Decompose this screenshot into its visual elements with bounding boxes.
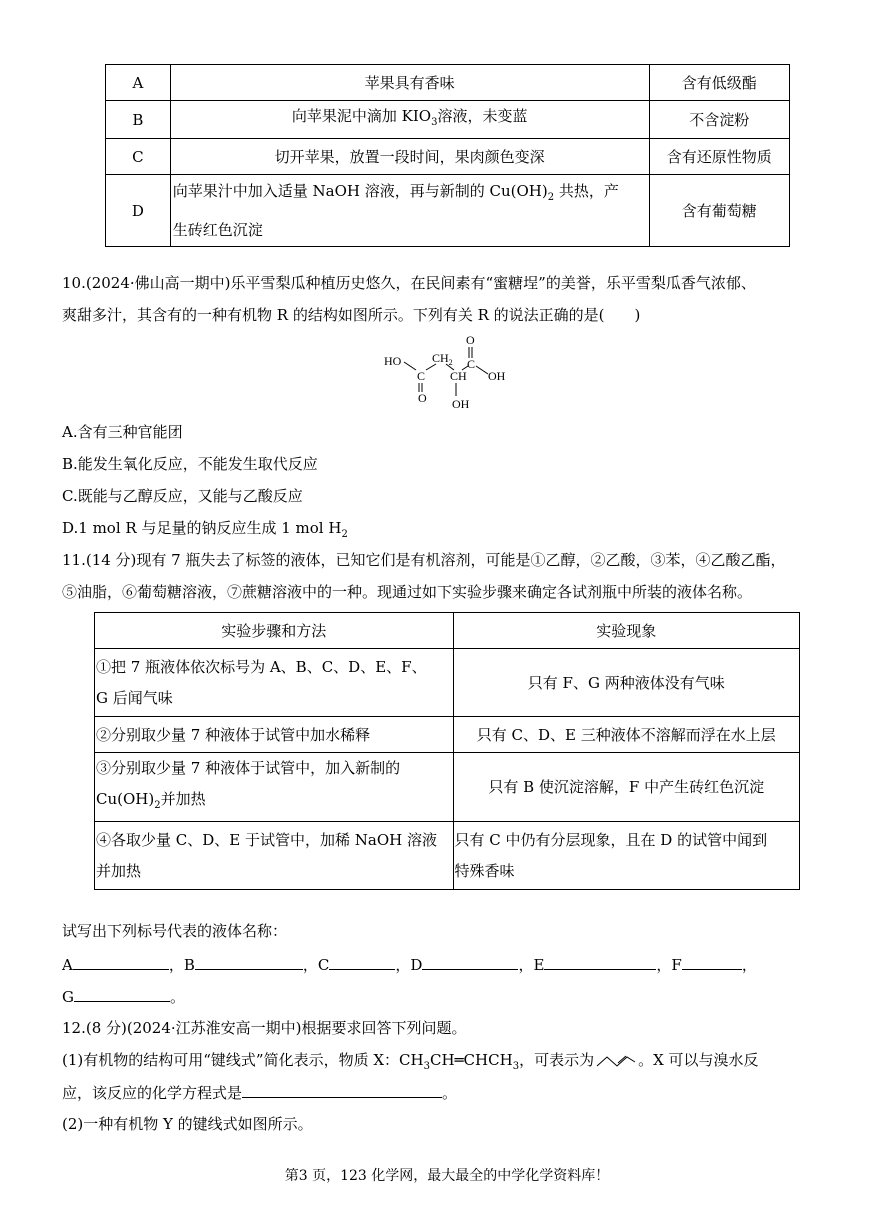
row-text-line1-post: 共热，产	[554, 182, 619, 200]
q12-text: CH═CHCH	[429, 1051, 513, 1069]
blank-label-f: F	[671, 956, 682, 974]
table-row	[106, 101, 790, 139]
step-line2: Cu(OH)	[96, 790, 155, 808]
blank-label-g: G	[62, 988, 74, 1006]
structure-diagram-r	[380, 332, 520, 412]
q10-option-a: A.含有三种官能团	[62, 423, 183, 441]
table-row	[95, 649, 800, 717]
q11-blanks-line2	[62, 985, 185, 1007]
answer-blank-a[interactable]	[73, 953, 169, 970]
blank-label-d: D	[410, 956, 423, 974]
structure-o-below: O	[418, 391, 427, 405]
step-result	[453, 822, 799, 890]
row-label: D	[106, 175, 171, 247]
separator: ，	[302, 956, 318, 974]
separator: ，	[395, 956, 411, 974]
row-text: 苹果具有香味	[170, 65, 649, 101]
row-result: 含有还原性物质	[649, 139, 789, 175]
row-label: C	[106, 139, 171, 175]
row-text-pre: 向苹果泥中滴加 KIO	[291, 107, 432, 125]
separator: ，	[656, 956, 672, 974]
result-line2: 特殊香味	[454, 861, 515, 880]
bond-line-formula-icon	[596, 1054, 636, 1068]
q11-prompt: 试写出下列标号代表的液体名称：	[62, 922, 288, 940]
q12-part1-line1	[62, 1049, 759, 1072]
blank-label-c: C	[317, 956, 330, 974]
step-line1: ①把 7 瓶液体依次标号为 A、B、C、D、E、F、	[96, 657, 427, 676]
structure-ch: CH	[450, 369, 467, 383]
step-text	[95, 649, 454, 717]
step-text: ②分别取少量 7 种液体于试管中加水稀释	[95, 717, 454, 753]
option-d-sub: 2	[341, 529, 348, 540]
separator: ，	[741, 956, 757, 974]
row-text	[170, 101, 649, 139]
q10-line1: 10.(2024·佛山高一期中)乐平雪梨瓜种植历史悠久，在民间素有“蜜糖埕”的美誉，乐平雪梨瓜香气浓郁、	[62, 274, 756, 292]
table-row	[95, 822, 800, 890]
header-results: 实验现象	[453, 613, 799, 649]
q11-line2: ⑤油脂，⑥葡萄糖溶液，⑦蔗糖溶液中的一种。现通过如下实验步骤来确定各试剂瓶中所装的液体名称。	[62, 583, 753, 601]
q10-line2: 爽甜多汁，其含有的一种有机物 R 的结构如图所示。下列有关 R 的说法正确的是( )	[62, 306, 641, 324]
row-text-line2: 生砖红色沉淀	[172, 221, 263, 239]
blank-label-e: E	[533, 956, 545, 974]
q10-option-d	[62, 517, 348, 540]
table-row	[106, 139, 790, 175]
q12-part2: (2)一种有机物 Y 的键线式如图所示。	[62, 1115, 313, 1133]
answer-blank-g[interactable]	[74, 985, 170, 1002]
answer-blank-equation[interactable]	[242, 1081, 442, 1098]
answer-blank-c[interactable]	[329, 953, 395, 970]
step-line1: ③分别取少量 7 种液体于试管中，加入新制的	[96, 759, 401, 777]
structure-ch2: $CH_2$	[432, 351, 453, 367]
row-label: B	[106, 101, 171, 139]
step-line1: ④各取少量 C、D、E 于试管中，加稀 NaOH 溶液	[96, 830, 437, 849]
option-d-text: D.1 mol R 与足量的钠反应生成 1 mol H	[62, 519, 342, 537]
answer-blank-f[interactable]	[682, 953, 742, 970]
table-experiment	[94, 612, 800, 890]
row-text-sub: 3	[431, 117, 438, 128]
page-footer: 第3 页，123 化学网，最大最全的中学化学资料库！	[284, 1168, 610, 1184]
row-text: 切开苹果，放置一段时间，果肉颜色变深	[170, 139, 649, 175]
step-line2: G 后闻气味	[96, 688, 173, 707]
q10-option-c: C.既能与乙醇反应，又能与乙酸反应	[62, 487, 303, 505]
q12-text: 应，该反应的化学方程式是	[62, 1084, 243, 1102]
structure-ho-left: HO	[384, 354, 402, 368]
q12-text: ，可表示为	[519, 1051, 595, 1069]
row-result: 含有低级酯	[649, 65, 789, 101]
row-result: 不含淀粉	[649, 101, 789, 139]
step-line2: 并加热	[96, 861, 142, 880]
answer-blank-b[interactable]	[195, 953, 303, 970]
row-text-sub: 2	[547, 192, 555, 203]
answer-blank-d[interactable]	[422, 953, 518, 970]
structure-oh-right: OH	[488, 369, 506, 383]
q12-part1-line2	[62, 1081, 457, 1103]
header-steps: 实验步骤和方法	[95, 613, 454, 649]
step-result: 只有 B 使沉淀溶解，F 中产生砖红色沉淀	[453, 753, 799, 822]
row-text-post: 溶液，未变蓝	[437, 107, 528, 125]
step-text	[95, 753, 454, 822]
separator: ，	[518, 956, 534, 974]
q11-blanks-line1	[62, 953, 757, 975]
q10-option-b: B.能发生氧化反应，不能发生取代反应	[62, 455, 318, 473]
row-text-line1: 向苹果汁中加入适量 NaOH 溶液，再与新制的 Cu(OH)	[172, 182, 548, 200]
row-label: A	[106, 65, 171, 101]
blank-label-a: A	[62, 956, 73, 974]
structure-c1: C	[417, 369, 426, 383]
table-apple	[105, 64, 790, 247]
table-row	[95, 753, 800, 822]
end-mark: 。	[169, 988, 185, 1006]
structure-oh-below: OH	[452, 397, 470, 411]
table-row	[106, 175, 790, 247]
step-result: 只有 C、D、E 三种液体不溶解而浮在水上层	[453, 717, 799, 753]
structure-c2: C	[467, 357, 476, 371]
row-text	[170, 175, 649, 247]
structure-o-above: O	[466, 333, 475, 347]
q12-line1: 12.(8 分)(2024·江苏淮安高一期中)根据要求回答下列问题。	[62, 1019, 467, 1037]
q12-text: 。	[442, 1084, 458, 1102]
separator: ，	[168, 956, 184, 974]
table-row	[106, 65, 790, 101]
q12-text: (1)有机物的结构可用“键线式”简化表示，物质 X：CH	[62, 1051, 424, 1069]
step-result: 只有 F、G 两种液体没有气味	[453, 649, 799, 717]
step-text	[95, 822, 454, 890]
q12-text: 。X 可以与溴水反	[638, 1051, 759, 1069]
table-row	[95, 717, 800, 753]
result-line1: 只有 C 中仍有分层现象，且在 D 的试管中闻到	[454, 830, 768, 849]
q12-sub: 3	[512, 1061, 520, 1072]
table-header-row	[95, 613, 800, 649]
q11-line1: 11.(14 分)现有 7 瓶失去了标签的液体，已知它们是有机溶剂，可能是①乙醇，②乙酸，③苯，④乙酸乙酯，	[62, 551, 786, 569]
step-line2-post: 并加热	[160, 790, 206, 808]
answer-blank-e[interactable]	[544, 953, 656, 970]
blank-label-b: B	[183, 956, 195, 974]
q12-sub: 3	[423, 1061, 430, 1072]
row-result: 含有葡萄糖	[649, 175, 789, 247]
step-sub: 2	[154, 800, 161, 811]
